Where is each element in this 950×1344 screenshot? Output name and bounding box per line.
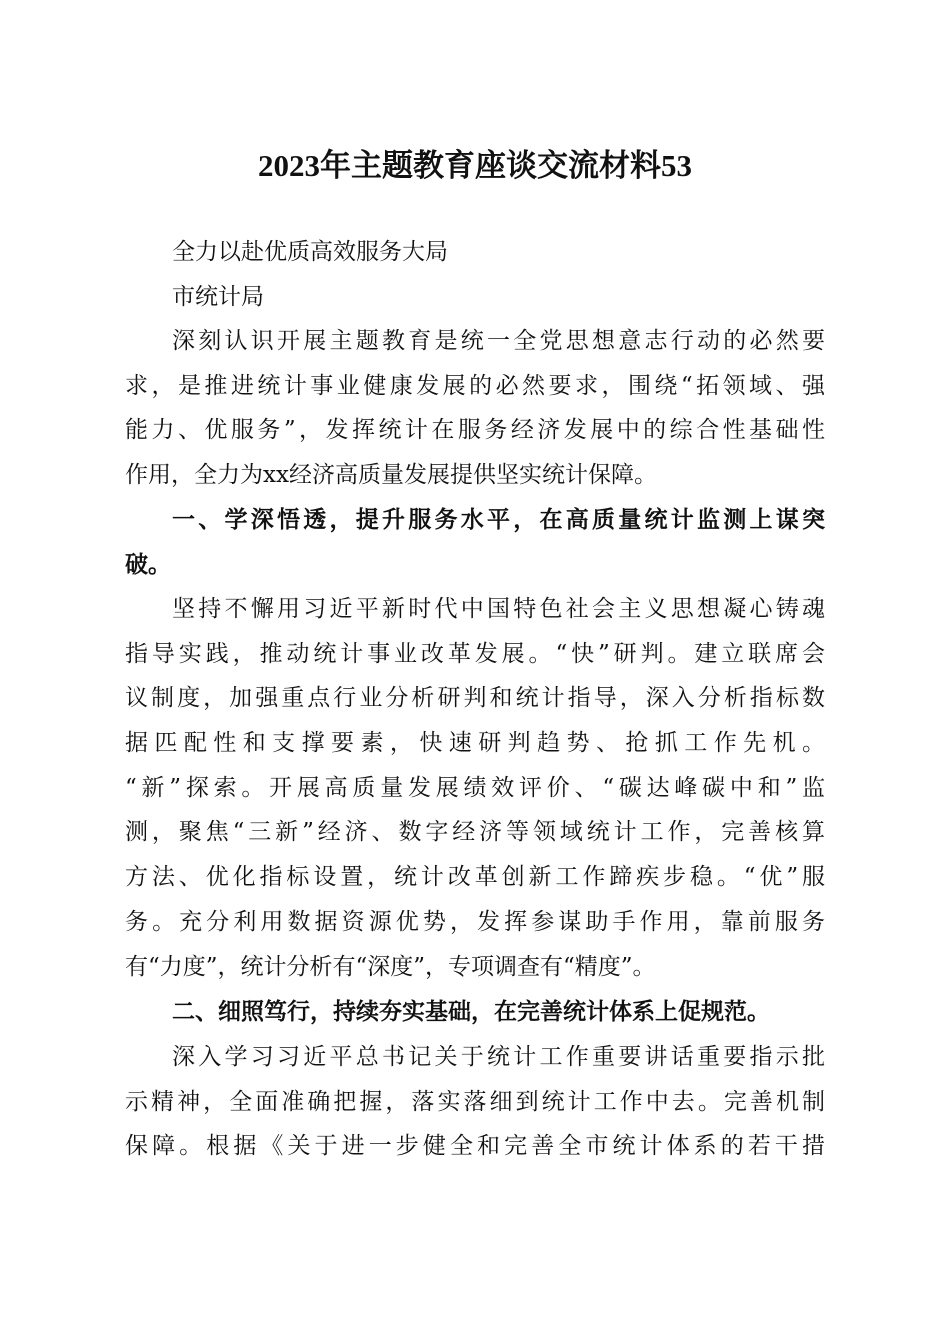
heading-1 <box>125 498 825 587</box>
text-line: 据匹配性和支撑要素，快速研判趋势、抢抓工作先机。 <box>125 730 825 757</box>
text-line: “新”探索。开展高质量发展绩效评价、“碳达峰碳中和”监 <box>125 774 825 801</box>
text-line: 深刻认识开展主题教育是统一全党思想意志行动的必然要 <box>172 328 825 354</box>
text-line: 务。充分利用数据资源优势，发挥参谋助手作用，靠前服务 <box>125 908 825 935</box>
text-line: 二、细照笃行，持续夯实基础，在完善统计体系上促规范。 <box>172 999 770 1025</box>
text-line: 保障。根据《关于进一步健全和完善全市统计体系的若干措 <box>125 1133 825 1160</box>
paragraph-2 <box>125 587 825 989</box>
text-line: 坚持不懈用习近平新时代中国特色社会主义思想凝心铸魂 <box>172 596 825 622</box>
text-line: 作用，全力为xx经济高质量发展提供坚实统计保障。 <box>125 462 657 489</box>
subtitle-block <box>125 230 825 319</box>
text-line: 破。 <box>125 551 171 578</box>
subtitle: 全力以赴优质高效服务大局 <box>172 239 448 265</box>
text-line: 指导实践，推动统计事业改革发展。“快”研判。建立联席会 <box>125 640 825 667</box>
text-line: 能力、优服务”，发挥统计在服务经济发展中的综合性基础性 <box>125 417 825 444</box>
text-line: 方法、优化指标设置，统计改革创新工作蹄疾步稳。“优”服 <box>125 864 825 891</box>
document-title: 2023年主题教育座谈交流材料53 <box>258 148 692 183</box>
paragraph-1 <box>125 319 825 498</box>
text-line: 测，聚焦“三新”经济、数字经济等领域统计工作，完善核算 <box>125 819 825 846</box>
paragraph-3 <box>125 1035 825 1169</box>
text-line: 有“力度”，统计分析有“深度”，专项调查有“精度”。 <box>125 953 656 980</box>
text-line: 深入学习习近平总书记关于统计工作重要讲话重要指示批 <box>172 1044 825 1070</box>
text-line: 求，是推进统计事业健康发展的必然要求，围绕“拓领域、强 <box>125 372 825 399</box>
text-line: 议制度，加强重点行业分析研判和统计指导，深入分析指标数 <box>125 685 825 712</box>
text-line: 一、学深悟透，提升服务水平，在高质量统计监测上谋突 <box>172 507 825 533</box>
heading-2 <box>125 990 825 1035</box>
text-line: 示精神，全面准确把握，落实落细到统计工作中去。完善机制 <box>125 1088 825 1115</box>
author: 市统计局 <box>172 283 264 310</box>
